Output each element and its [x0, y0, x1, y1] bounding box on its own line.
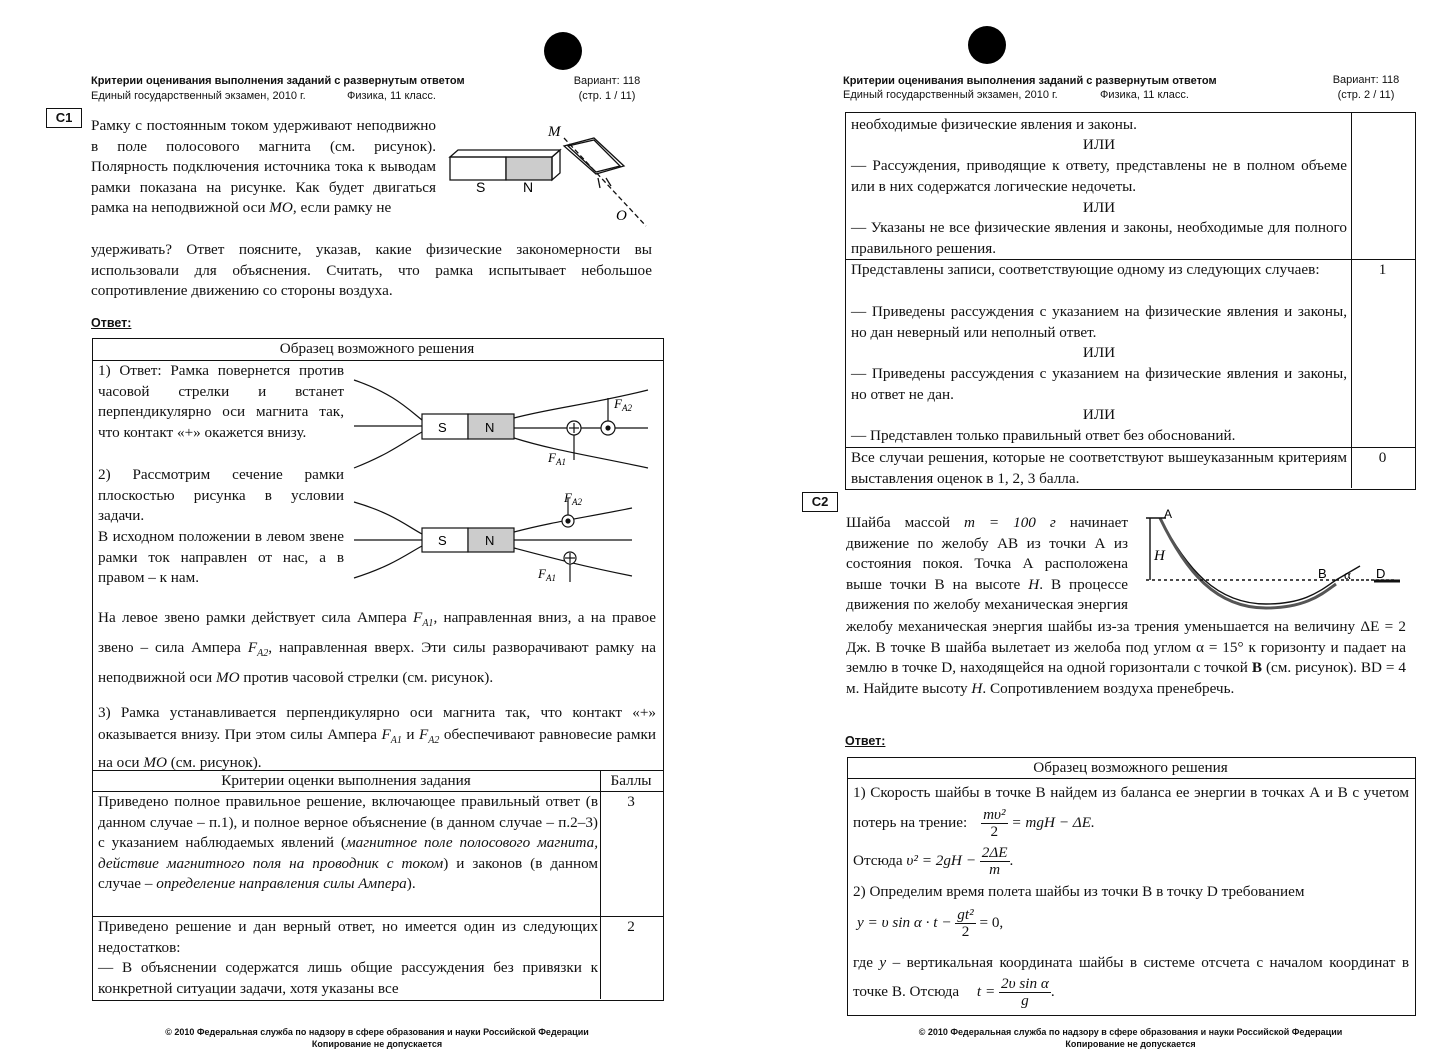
row-a3: — Указаны не все физические явления и законы, необходимые для полного правильного решения. — [851, 219, 1347, 257]
task-label: C2 — [802, 492, 838, 512]
row-a-or-1: ИЛИ — [1082, 136, 1116, 153]
fig1-s: S — [438, 420, 447, 435]
fig-m: M — [548, 124, 561, 140]
task-text-cont: удерживать? Ответ поясните, указав, какие физические закономерности вы использовали для объяснения. Считать, что рамка испытывает небольшое сопротивление движению со стороны воздуха. — [91, 241, 652, 300]
answer-label: Ответ: — [845, 734, 886, 748]
task-text-part2-start: , если рамку не — [292, 199, 392, 217]
solution-step-1: 1) Ответ: Рамка повернется против часовой стрелки и встанет перпендикулярно оси магнита так, что контакт «+» окажется внизу. — [98, 362, 344, 441]
fig1-fa2: $F_{A2}$ — [614, 396, 632, 413]
fig-a: A — [1164, 507, 1173, 521]
row-c-points: 0 — [1378, 449, 1387, 466]
footer-copyright: © 2010 Федеральная служба по надзору в сфере образования и науки Российской Федерации — [165, 1027, 589, 1037]
header-page: (стр. 1 / 11) — [578, 90, 636, 102]
fig-o: O — [616, 208, 627, 224]
criterion-3-points: 3 — [627, 793, 635, 810]
header-variant: Вариант: 118 — [1332, 74, 1400, 86]
header-subject: Физика, 11 класс. — [347, 90, 436, 102]
c2-step-4: где y – вертикальная координата шайбы в системе отсчета с началом координат в точке В. Отсюда t = $\frac{\text{2υ sin α}}{g}$ . — [853, 954, 1410, 1009]
fig1-fa1: $F_{A1}$ — [548, 450, 566, 467]
solution-step-3: В исходном положении в левом звене рамки ток направлен от нас, а в правом – к нам. — [98, 528, 344, 586]
row-b4: — Представлен только правильный ответ без обоснований. — [851, 427, 1236, 444]
solution-step-5: 3) Рамка устанавливается перпендикулярно оси магнита так, что контакт «+» оказывается внизу. При этом силы Ампера $F_{A1}$ и $F_{A2}$ обеспечивают равновесие рамки на оси MO (см. рисунок). — [98, 704, 657, 772]
field-figure-1 — [352, 368, 652, 478]
row-a2: — Рассуждения, приводящие к ответу, представлены не в полном объеме или в них содержатся логические недочеты. — [851, 157, 1347, 195]
fig-h: H — [1154, 548, 1165, 564]
fig-d: D — [1376, 566, 1386, 581]
criterion-3: Приведено полное правильное решение, включающее правильный ответ (в данном случае – п.1), и полное верное объяснение (в данном случае – п.2–3) с указанием наблюдаемых явлений (магнитное поле полосового магнита, действие магнитного поля на проводник с током) и законов (в данном случае – определение направления силы Ампера). — [98, 793, 598, 892]
row-b-or-2: ИЛИ — [1082, 406, 1116, 423]
task-label: C1 — [46, 108, 82, 128]
row-b2: — Приведены рассуждения с указанием на физические явления и законы, но дан неверный или неполный ответ. — [851, 303, 1347, 341]
answer-label: Ответ: — [91, 316, 132, 330]
trough-figure — [1136, 508, 1404, 608]
criterion-2-points: 2 — [627, 918, 635, 935]
formula-4: $\frac{\text{2υ sin α}}{g}$ — [1000, 975, 1049, 1009]
footer-notice: Копирование не допускается — [1065, 1039, 1196, 1049]
header-exam: Единый государственный экзамен, 2010 г. — [843, 89, 1058, 101]
task-text-part1: Рамку с постоянным током удерживают неподвижно в поле полосового магнита (см. рисунок). Полярность подключения источника тока к выводам рамки показана на рисунке. Как будет двигаться рамка на неподвижной оси — [91, 117, 436, 217]
header-exam: Единый государственный экзамен, 2010 г. — [91, 90, 306, 102]
criteria-heading: Критерии оценки выполнения задания — [221, 772, 471, 789]
c2-step-2: Отсюда υ² = 2gH − $\frac{2\Delta E}{m}$ . — [853, 844, 1014, 878]
header-variant: Вариант: 118 — [573, 75, 641, 87]
registration-mark — [544, 32, 582, 70]
row-a1: необходимые физические явления и законы. — [851, 116, 1137, 133]
footer-copyright: © 2010 Федеральная служба по надзору в сфере образования и науки Российской Федерации — [918, 1027, 1343, 1037]
row-b1: Представлены записи, соответствующие одному из следующих случаев: — [851, 261, 1320, 278]
row-a-or-2: ИЛИ — [1082, 199, 1116, 216]
c2-text-cont: желобу механическая энергия шайбы из-за трения уменьшается на величину ΔE = 2 Дж. В точке В шайба вылетает из желоба под углом α = 15° к горизонту и падает на землю в точке D, находящейся на одной горизонтали с точкой В (см. рисунок). BD = 4 м. Найдите высоту H. Сопротивлением воздуха пренебречь. — [846, 618, 1407, 697]
points-heading: Баллы — [610, 772, 652, 789]
c2-formula-3: y = υ sin α · t − $\frac{\text{gt²}}{2}$ = 0, — [857, 906, 1004, 940]
formula-2: $\frac{2\Delta E}{m}$ — [981, 844, 1008, 878]
fig-alpha: α — [1344, 567, 1351, 582]
header-page: (стр. 2 / 11) — [1337, 89, 1395, 101]
fig2-fa2: $F_{A2}$ — [564, 490, 582, 507]
fig-s: S — [476, 179, 486, 195]
formula-3: $\frac{\text{gt²}}{2}$ — [957, 906, 974, 940]
fig2-n: N — [485, 533, 495, 548]
solution-heading: Образец возможного решения — [1033, 759, 1228, 776]
header-title: Критерии оценивания выполнения заданий с развернутым ответом — [91, 75, 465, 87]
header-subject: Физика, 11 класс. — [1100, 89, 1189, 101]
solution-step-2: 2) Рассмотрим сечение рамки плоскостью рисунка в условии задачи. — [98, 466, 344, 524]
row-b3: — Приведены рассуждения с указанием на физические явления и законы, но ответ не дан. — [851, 365, 1347, 403]
row-b-or-1: ИЛИ — [1082, 344, 1116, 361]
fig2-s: S — [438, 533, 447, 548]
row-b-points: 1 — [1378, 261, 1387, 278]
c2-step-1: 1) Скорость шайбы в точке В найдем из баланса ее энергии в точках А и В с учетом потерь на трение: $\frac{\text{mυ²}}{2}$ = mgH − ΔE. — [853, 784, 1409, 840]
criterion-2: Приведено решение и дан верный ответ, но имеется один из следующих недостатков: — В объяснении содержатся лишь общие рассуждения без привязки к конкретной ситуации задачи, хотя указаны все — [98, 918, 598, 997]
formula-1: $\frac{\text{mυ²}}{2}$ — [983, 806, 1006, 840]
task-text — [91, 116, 436, 240]
fig1-n: N — [485, 420, 495, 435]
fig2-fa1: $F_{A1}$ — [538, 566, 556, 583]
registration-mark — [968, 26, 1006, 64]
row-c: Все случаи решения, которые не соответствуют вышеуказанным критериям выставления оценок в 1, 2, 3 балла. — [851, 449, 1347, 487]
solution-step-4: На левое звено рамки действует сила Ампера $F_{A1}$, направленная вниз, а на правое звено – сила Ампера $F_{A2}$, направленная вверх. Эти силы разворачивают рамку на неподвижной оси MO против часовой стрелки (см. рисунок). — [98, 609, 656, 687]
c2-step-3: 2) Определим время полета шайбы из точки В в точку D требованием — [853, 883, 1305, 900]
magnet-figure — [446, 122, 656, 227]
fig-n: N — [523, 179, 534, 195]
header-title: Критерии оценивания выполнения заданий с развернутым ответом — [843, 75, 1217, 87]
column-divider — [1351, 112, 1352, 488]
solution-heading: Образец возможного решения — [279, 340, 475, 357]
field-figure-2 — [352, 488, 652, 588]
fig-b: B — [1318, 566, 1327, 581]
footer-notice: Копирование не допускается — [311, 1039, 443, 1049]
task-axis: MO — [269, 199, 293, 217]
c2-text: Шайба массой m = 100 г начинает движение по желобу АВ из точки А из состояния покоя. Точка А расположена выше точки В на высоте H. В процессе движения по желобу механическая энергия — [846, 514, 1128, 614]
